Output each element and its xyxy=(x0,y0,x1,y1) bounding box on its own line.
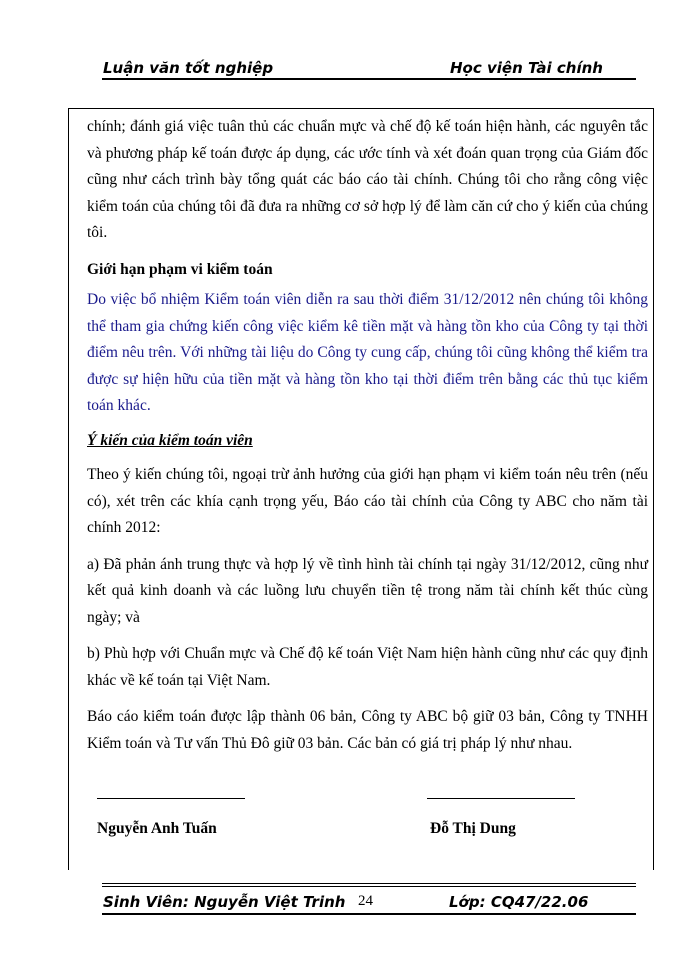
footer-rule-top xyxy=(102,883,636,884)
paragraph-scope-limitation: Do việc bổ nhiệm Kiểm toán viên diễn ra sau thời điểm 31/12/2012 nên chúng tôi không thể tham gia chứng kiến công việc kiểm kê tiền mặt và hàng tồn kho của Công ty tại thời điểm nêu trên. Với những tài liệu do Công ty cung cấp, chúng tôi cũng không thể kiểm tra được sự hiện hữu của tiền mặt và hàng tồn kho tại thời điểm trên bằng các thủ tục kiểm toán khác. xyxy=(87,291,648,414)
paragraph-opinion-a: a) Đã phản ánh trung thực và hợp lý về tình hình tài chính tại ngày 31/12/2012, cũng như kết quả kinh doanh và các luồng lưu chuyển tiền tệ trong năm tài chính kết thúc cùng ngày; và xyxy=(87,555,648,626)
heading-auditor-opinion: Ý kiến của kiểm toán viên xyxy=(87,431,253,449)
footer-rule-bottom xyxy=(102,913,636,915)
header-institution: Học viện Tài chính xyxy=(450,59,603,77)
signature-name-right: Đỗ Thị Dung xyxy=(430,820,516,837)
footer-rule-top-double xyxy=(102,886,636,887)
paragraph-opinion-b: b) Phù hợp với Chuẩn mực và Chế độ kế toán Việt Nam hiện hành cũng như các quy định khác về kế toán tại Việt Nam. xyxy=(87,645,648,689)
header-rule xyxy=(102,78,636,80)
paragraph-opinion-intro: Theo ý kiến chúng tôi, ngoại trừ ảnh hưởng của giới hạn phạm vi kiểm toán nêu trên (nếu có), xét trên các khía cạnh trọng yếu, Báo cáo tài chính của Công ty ABC cho năm tài chính 2012: xyxy=(87,466,648,536)
signature-name-left: Nguyễn Anh Tuấn xyxy=(97,820,217,837)
heading-scope-limitation: Giới hạn phạm vi kiểm toán xyxy=(87,260,273,278)
signature-line-right xyxy=(427,798,575,799)
header-thesis-title: Luận văn tốt nghiệp xyxy=(103,59,274,77)
paragraph-audit-scope: chính; đánh giá việc tuân thủ các chuẩn mực và chế độ kế toán hiện hành, các nguyên tắc và phương pháp kế toán được áp dụng, các ước tính và xét đoán quan trọng của Giám đốc cũng như cách trình bày tổng quát các báo cáo tài chính. Chúng tôi cho rằng công việc kiểm toán của chúng tôi đã đưa ra những cơ sở hợp lý để làm căn cứ cho ý kiến của chúng tôi. xyxy=(87,118,648,241)
paragraph-copies: Báo cáo kiểm toán được lập thành 06 bản, Công ty ABC bộ giữ 03 bản, Công ty TNHH Kiểm toán và Tư vấn Thủ Đô giữ 03 bản. Các bản có giá trị pháp lý như nhau. xyxy=(87,708,648,752)
signature-line-left xyxy=(97,798,245,799)
footer-student: Sinh Viên: Nguyễn Việt Trinh xyxy=(103,893,346,911)
page-number: 24 xyxy=(358,893,373,909)
document-body xyxy=(87,114,648,757)
footer-class: Lớp: CQ47/22.06 xyxy=(449,893,589,911)
